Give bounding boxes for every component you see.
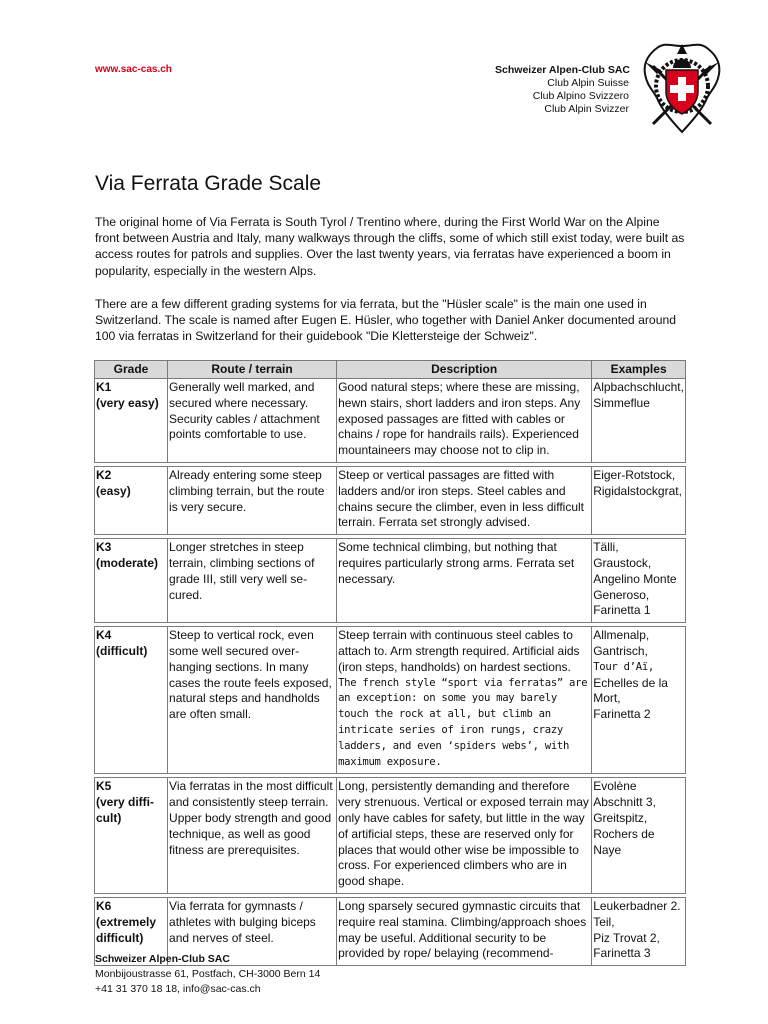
sac-logo-icon [641,40,723,136]
description-cell: Steep or vertical passages are fitted with ladders and/or iron steps. Steel cables and chains secure the climber, even in less difficult terrain. Ferrata set strongly advised. [337,466,592,534]
example-item: Farinetta 2 [593,707,651,722]
footer [95,952,320,997]
description-cell: Some technical climbing, but nothing that requires particularly strong arms. Ferrata set necessary. [337,539,592,623]
table-row [95,466,686,534]
example-item: Leukerbadner 2. Teil, [593,898,681,929]
example-item: Echelles de la [593,675,668,690]
grade-cell [95,778,168,894]
grade-code: K1 [96,380,112,394]
website-link[interactable]: www.sac-cas.ch [95,64,172,75]
example-item: Evolène [593,779,637,794]
footer-org: Schweizer Alpen-Club SAC [95,953,230,965]
club-name-block [495,64,630,116]
club-name-it: Club Alpino Svizzero [532,90,629,102]
example-item: Eiger-Rotstock, [593,467,676,482]
route-cell: Already entering some steep climbing terrain, but the route is very secure. [168,466,337,534]
example-item: Alpbachschlucht, [593,380,684,394]
examples-cell [592,627,686,774]
club-name-fr: Club Alpin Suisse [547,77,629,89]
grade-level: (easy) [96,483,131,498]
route-column-header: Route / terrain [168,361,337,379]
example-item: Rochers de Naye [593,826,655,857]
example-item: Simmeflue [593,395,650,410]
example-item: Piz Trovat 2, [593,930,660,945]
grading-paragraph: There are a few different grading systems for via ferrata, but the "Hüsler scale" is the main one used in Switzerland. The scale is named after Eugen E. Hüsler, who together with Daniel Anker documented around 100 via ferratas in Switzerland for their guidebook "Die Klettersteige der Schweiz". [95,297,677,344]
grade-code: K6 [96,898,112,913]
example-item: Abschnitt 3, [593,795,656,810]
grade-code: K2 [96,467,112,482]
grade-cell [95,539,168,623]
example-item: Graustock, [593,555,652,570]
table-row [95,778,686,894]
footer-contact[interactable]: +41 31 370 18 18, info@sac-cas.ch [95,983,261,995]
description-extra-text: The french style “sport via ferratas” are an exception: on some you may barely touch the rock at all, but climb an intricate series of iron rungs, crazy ladders, and even ‘spiders webs’, with maximum exposure. [338,676,588,768]
grade-cell [95,379,168,463]
route-cell: Generally well marked, and secured where necessary. Security cables / attachment points comfortable to use. [168,379,337,463]
description-cell: Long sparsely secured gymnastic circuits that require real stamina. Climbing/approach shoes may be useful. Additional security to be provided by rope/ belaying (recommend- [337,897,592,965]
description-cell [337,627,592,774]
examples-cell [592,466,686,534]
grade-code: K4 [96,628,112,643]
intro-paragraph: The original home of Via Ferrata is South Tyrol / Trentino where, during the First World War on the Alpine front between Austria and Italy, many walkways through the cliffs, some of which still exist today, were built as access routes for patrols and supplies. Over the last twenty years, via ferratas have experienced a boom in popularity, especially in the western Alps. [95,215,685,278]
grade-level: (moderate) [96,555,159,570]
grade-cell [95,466,168,534]
club-name-de: Schweizer Alpen-Club SAC [495,64,630,76]
example-item: Gantrisch, [593,643,648,658]
table-row [95,379,686,463]
examples-cell [592,539,686,623]
grade-cell [95,627,168,774]
footer-address: Monbijoustrasse 61, Postfach, CH-3000 Bern 14 [95,968,321,980]
example-item: Tälli, [593,540,619,555]
description-cell: Good natural steps; where these are missing, hewn stairs, short ladders and iron steps. Any exposed passages are fitted with cables or chains / rope for handrails rails). Experienced mountaineers may choose not to clip in. [337,379,592,463]
route-cell: Steep to vertical rock, even some well secured overhanging sections. In many cases the route feels exposed, natural steps and handholds are often small. [168,627,337,774]
examples-cell [592,379,686,463]
example-item: Farinetta 1 [593,603,651,618]
grade-code: K5 [96,779,112,794]
grade-level: (difficult) [96,643,148,658]
grade-code: K3 [96,540,112,555]
grade-column-header: Grade [95,361,168,379]
example-item: Farinetta 3 [593,946,651,961]
example-item: Angelino Monte [593,571,677,586]
grade-level: (very difficult) [96,795,155,825]
example-item: Mort, [593,691,621,706]
example-item: Tour d’Aï, [593,660,654,673]
grade-level: (very easy) [96,395,159,410]
examples-cell [592,897,686,965]
example-item: Rigidalstockgrat, [593,483,682,498]
route-cell: Via ferrata for gymnasts / athletes with bulging biceps and nerves of steel. [168,897,337,965]
description-text: Steep terrain with continuous steel cables to attach to. Arm strength required. Artificial aids (iron steps, handholds) on hardest sections. [338,628,580,674]
grade-level: (extremely difficult) [96,914,157,945]
route-cell: Longer stretches in steep terrain, climbing sections of grade III, still very well secured. [168,539,337,623]
table-header-row [95,361,686,379]
example-item: Generoso, [593,587,650,602]
club-name-rm: Club Alpin Svizzer [544,103,629,115]
examples-column-header: Examples [592,361,686,379]
description-cell: Long, persistently demanding and therefore very strenuous. Vertical or exposed terrain may only have cables for safety, but little in the way of artificial steps, these are reserved only for places that would other wise be impossible to cross. For experienced climbers who are in good shape. [337,778,592,894]
route-cell: Via ferratas in the most difficult and consistently steep terrain. Upper body strength and good technique, as well as good fitness are prerequisites. [168,778,337,894]
example-item: Greitspitz, [593,810,648,825]
description-column-header: Description [337,361,592,379]
grade-table [94,360,686,966]
page-title: Via Ferrata Grade Scale [95,172,322,195]
example-item: Allmenalp, [593,628,650,643]
examples-cell [592,778,686,894]
table-row [95,627,686,774]
table-row [95,539,686,623]
